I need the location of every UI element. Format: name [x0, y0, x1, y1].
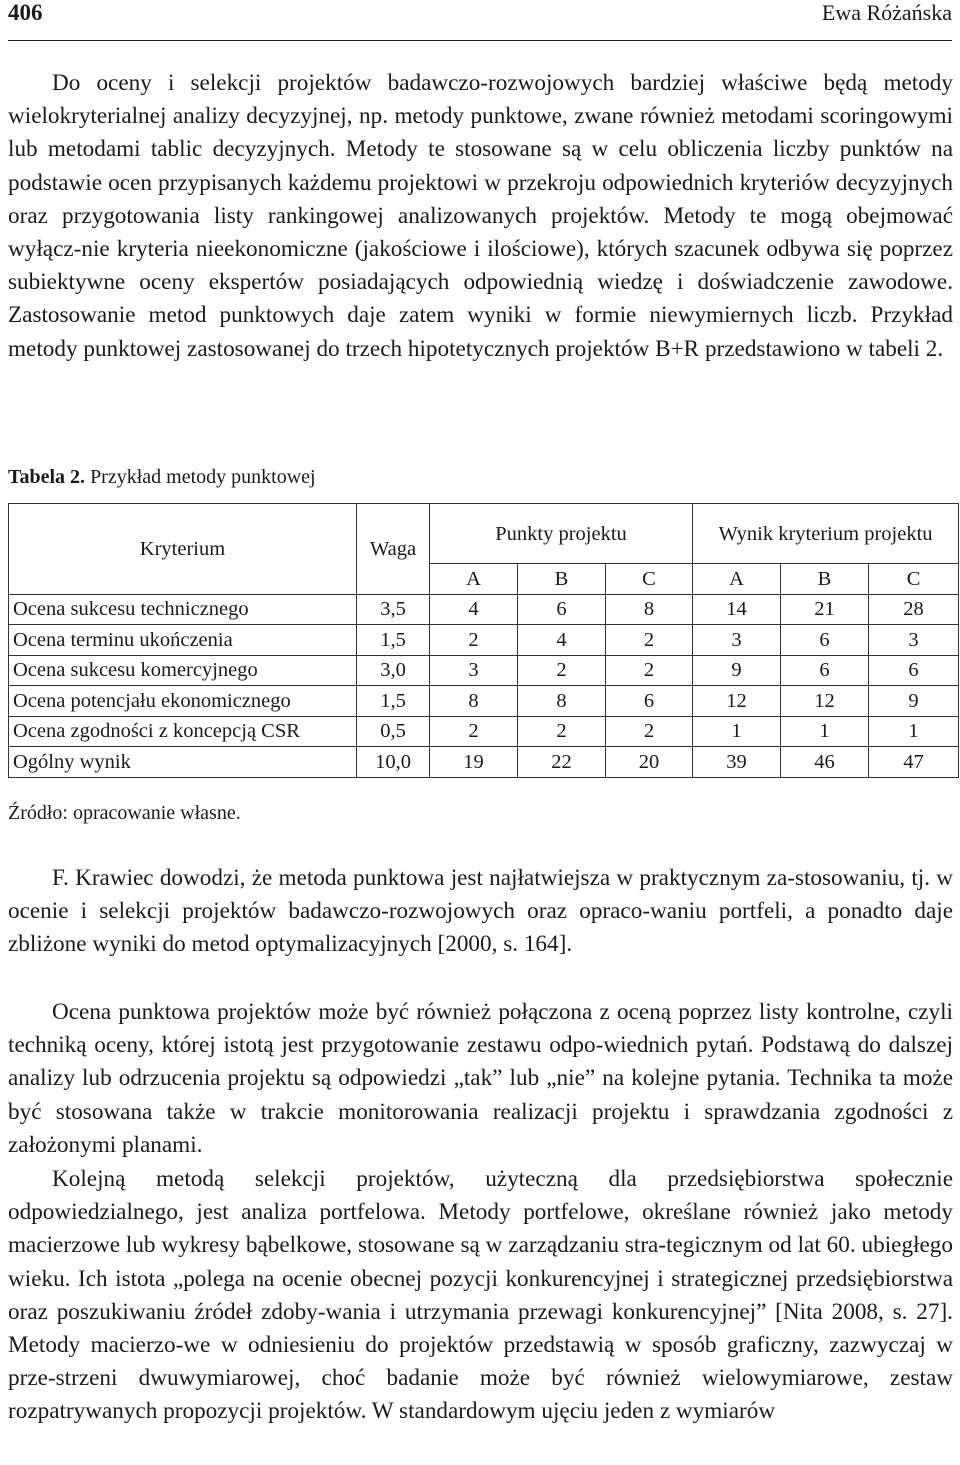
subheader-points-c: C: [606, 564, 693, 595]
points-a-cell: 2: [430, 625, 518, 656]
text-line: strzeni dwuwymiarowej, choć badanie może być również wielowymiarowe, zestaw: [55, 1365, 953, 1392]
header-result-group: Wynik kryterium projektu: [693, 504, 959, 564]
result-b-cell: 6: [781, 625, 869, 656]
points-c-cell: 8: [606, 594, 693, 625]
table-row: [9, 655, 959, 686]
points-a-cell: 8: [430, 686, 518, 717]
result-b-cell: 1: [781, 716, 869, 747]
points-c-cell: 2: [606, 716, 693, 747]
text-line: konkurencyjnej i strategicznej przedsiębiorstwa oraz poszukiwaniu źródeł zdoby-: [8, 1265, 953, 1325]
points-b-cell: 2: [518, 716, 606, 747]
points-a-cell: 4: [430, 594, 518, 625]
result-a-cell: 14: [693, 594, 781, 625]
text-line: projektowi w przekroju odpowiednich kryteriów decyzyjnych oraz przygotowania: [8, 169, 954, 229]
result-c-cell: 47: [869, 747, 959, 778]
points-b-cell: 2: [518, 655, 606, 686]
text-line: Do oceny i selekcji projektów badawczo-rozwojowych bardziej właściwe będą: [52, 70, 868, 96]
points-c-cell: 6: [606, 686, 693, 717]
header-weight: Waga: [357, 504, 430, 595]
points-b-cell: 8: [518, 686, 606, 717]
text-line: listy rankingowej analizowanych projektów. Metody te mogą obejmować wyłącz-: [8, 202, 953, 263]
running-head-author: Ewa Różańska: [821, 0, 952, 25]
table-row: [9, 686, 959, 717]
text-line: we w odniesieniu do projektów przedstawią w sposób graficzny, zazwyczaj w prze-: [8, 1332, 953, 1392]
paragraph-portfolio-analysis: [8, 1163, 953, 1429]
subheader-points-a: A: [430, 564, 518, 595]
table-caption-text: Przykład metody punktowej: [85, 466, 316, 488]
points-b-cell: 22: [518, 747, 606, 778]
paragraph-checklists: [8, 996, 953, 1162]
result-b-cell: 6: [781, 655, 869, 686]
result-c-cell: 28: [869, 594, 959, 625]
result-c-cell: 6: [869, 655, 959, 686]
text-line: odpowiedzialnego, jest analiza portfelowa. Metody portfelowe, określane również: [8, 1199, 819, 1226]
text-line: monitorowania realizacji projektu i sprawdzania zgodności z założonymi planami.: [8, 1098, 954, 1158]
weight-cell: 3,5: [357, 594, 430, 625]
text-line: doświadczenie zawodowe. Zastosowanie metod punktowych daje zatem wyniki w: [8, 269, 954, 329]
subheader-points-b: B: [518, 564, 606, 595]
points-a-cell: 19: [430, 747, 518, 778]
points-c-cell: 2: [606, 655, 693, 686]
table-caption-label: Tabela 2.: [8, 466, 86, 488]
weight-cell: 10,0: [357, 747, 430, 778]
text-line: jako metody macierzowe lub wykresy bąbelkowe, stosowane są w zarządzaniu stra-: [8, 1199, 953, 1259]
text-line: metodami scoringowymi lub metodami tablic decyzyjnych. Metody te stosowane: [8, 103, 953, 163]
criterion-cell: Ocena terminu ukończenia: [9, 625, 357, 656]
table-row: [9, 747, 959, 778]
running-head: [8, 0, 952, 41]
text-line: nie kryteria nieekonomiczne (jakościowe i ilościowe), których szacunek odbywa: [81, 236, 840, 263]
points-b-cell: 6: [518, 594, 606, 625]
criterion-cell: Ocena zgodności z koncepcją CSR: [9, 716, 357, 747]
scoring-table: [8, 503, 959, 778]
paragraph-krawiec: [8, 862, 953, 962]
table-row: [9, 594, 959, 625]
subheader-result-b: B: [781, 564, 869, 595]
points-b-cell: 4: [518, 625, 606, 656]
subheader-result-c: C: [869, 564, 959, 595]
result-a-cell: 3: [693, 625, 781, 656]
text-line: metody wielokryterialnej analizy decyzyjnej, np. metody punktowe, zwane również: [8, 70, 953, 130]
table-caption: [8, 466, 316, 489]
points-a-cell: 2: [430, 716, 518, 747]
text-line: są w celu obliczenia liczby punktów na podstawie ocen przypisanych każdemu: [8, 136, 953, 196]
result-a-cell: 39: [693, 747, 781, 778]
text-line: formie niewymiernych liczb. Przykład metody punktowej zastosowanej do trzech: [8, 302, 953, 362]
table-body: [9, 594, 959, 777]
header-criterion: Kryterium: [9, 504, 357, 595]
header-points-group: Punkty projektu: [430, 504, 693, 564]
text-line: s. 164].: [503, 931, 573, 958]
points-a-cell: 3: [430, 655, 518, 686]
result-a-cell: 9: [693, 655, 781, 686]
text-line: wania i utrzymania przewagi konkurencyjnej” [Nita 2008, s. 27]. Metody macierzo-: [8, 1298, 953, 1359]
result-b-cell: 12: [781, 686, 869, 717]
text-line: listy kontrolne, czyli techniką oceny, której istotą jest przygotowanie zestawu odpo-: [8, 999, 953, 1059]
result-c-cell: 9: [869, 686, 959, 717]
text-line: rozpatrywanych propozycji projektów. W standardowym ujęciu jeden z wymiarów: [8, 1398, 776, 1425]
criterion-cell: Ocena potencjału ekonomicznego: [9, 686, 357, 717]
text-line: stosowaniu, tj. w ocenie i selekcji projektów badawczo-rozwojowych oraz opraco-: [8, 865, 953, 925]
result-c-cell: 3: [869, 625, 959, 656]
text-line: hipotetycznych projektów B+R przedstawiono w tabeli 2.: [407, 335, 944, 362]
table-row: [9, 716, 959, 747]
text-line: F. Krawiec dowodzi, że metoda punktowa jest najłatwiejsza w praktycznym za-: [52, 865, 795, 891]
text-line: „tak” lub „nie” na kolejne pytania. Technika ta może być stosowana także w trakcie: [8, 1065, 954, 1125]
table-row: [9, 625, 959, 656]
result-a-cell: 12: [693, 686, 781, 717]
weight-cell: 1,5: [357, 686, 430, 717]
criterion-cell: Ogólny wynik: [9, 747, 357, 778]
result-c-cell: 1: [869, 716, 959, 747]
criterion-cell: Ocena sukcesu komercyjnego: [9, 655, 357, 686]
text-line: się poprzez subiektywne oceny ekspertów posiadających odpowiednią wiedzę i: [8, 236, 954, 296]
points-c-cell: 2: [606, 625, 693, 656]
criterion-cell: Ocena sukcesu technicznego: [9, 594, 357, 625]
text-line: Kolejną metodą selekcji projektów, użyteczną dla przedsiębiorstwa społecznie: [52, 1166, 953, 1192]
result-b-cell: 21: [781, 594, 869, 625]
weight-cell: 1,5: [357, 625, 430, 656]
table-source-note: Źródło: opracowanie własne.: [8, 802, 241, 824]
result-a-cell: 1: [693, 716, 781, 747]
text-line: waniu portfeli, a ponadto daje zbliżone wyniki do metod optymalizacyjnych [2000,: [8, 898, 953, 958]
subheader-result-a: A: [693, 564, 781, 595]
weight-cell: 3,0: [357, 655, 430, 686]
text-line: wiednich pytań. Podstawą do dalszej analizy lub odrzucenia projektu są odpowiedzi: [8, 1032, 953, 1092]
paragraph-scoring-methods: [8, 67, 953, 366]
result-b-cell: 46: [781, 747, 869, 778]
weight-cell: 0,5: [357, 716, 430, 747]
points-c-cell: 20: [606, 747, 693, 778]
text-line: tegicznym od lat 60. ubiegłego wieku. Ich istota „polega na ocenie obecnej pozycji: [8, 1232, 953, 1292]
page-number: 406: [8, 0, 43, 25]
text-line: Ocena punktowa projektów może być również połączona z oceną poprzez: [52, 999, 752, 1025]
